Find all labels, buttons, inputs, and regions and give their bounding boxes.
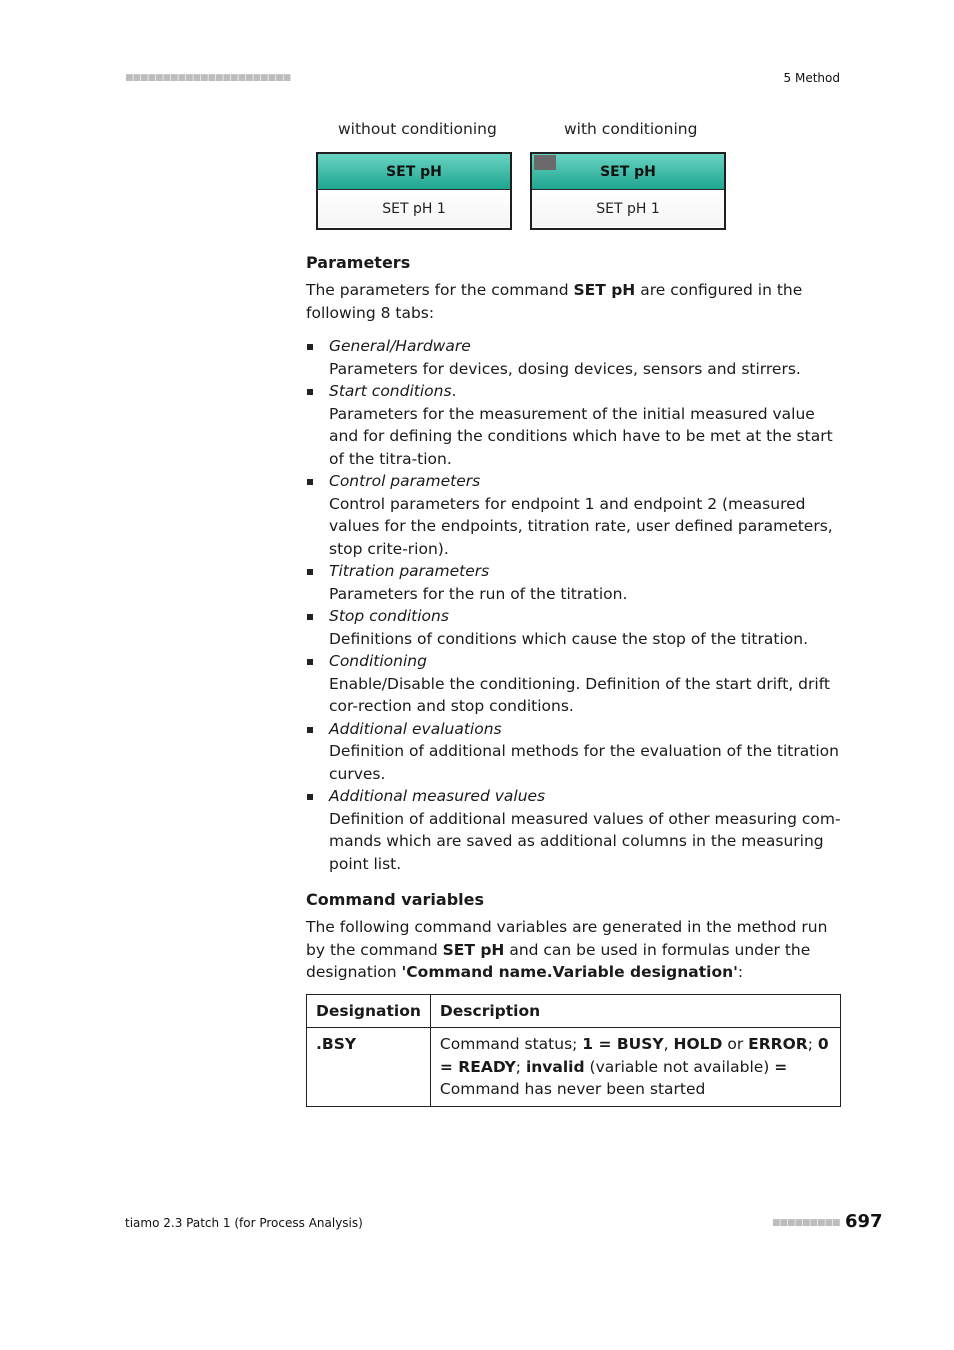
main-content	[306, 252, 842, 1107]
list-item: Additional evaluations Definition of additional methods for the evaluation of the titration curves.	[306, 718, 842, 786]
parameters-heading: Parameters	[306, 253, 411, 272]
header-section: 5 Method	[783, 71, 840, 85]
conditioning-indicator	[534, 155, 556, 170]
table-header-description: Description	[430, 994, 840, 1028]
command-box-with-conditioning	[530, 152, 726, 230]
command-box-title: SET pH	[532, 154, 724, 190]
command-box-title: SET pH	[318, 154, 510, 190]
table-header-row	[307, 994, 841, 1028]
command-variables-intro: The following command variables are generated in the method run by the command SET pH and can be used in formulas under the designation 'Command name.Variable designation':	[306, 918, 828, 981]
variables-table	[306, 994, 841, 1107]
list-item: General/Hardware Parameters for devices, dosing devices, sensors and stirrers.	[306, 335, 842, 380]
parameters-intro: The parameters for the command SET pH are configured in the following 8 tabs:	[306, 281, 803, 322]
list-item: Titration parameters Parameters for the run of the titration.	[306, 560, 842, 605]
table-header-designation: Designation	[307, 994, 431, 1028]
footer-dots: ■■■■■■■■■	[772, 1218, 840, 1228]
command-box-without-conditioning	[316, 152, 512, 230]
table-row	[307, 1028, 841, 1107]
page-number: 697	[845, 1211, 883, 1232]
list-item: Start conditions. Parameters for the measurement of the initial measured value and for defining the conditions which have to be met at the start of the titra-tion.	[306, 380, 842, 470]
cell-description: Command status; 1 = BUSY, HOLD or ERROR; 0 = READY; invalid (variable not available) = Command has never been started	[430, 1028, 840, 1107]
tab-list	[306, 335, 842, 875]
command-variables-heading: Command variables	[306, 890, 484, 909]
list-item: Stop conditions Definitions of conditions which cause the stop of the titration.	[306, 605, 842, 650]
cell-designation: .BSY	[307, 1028, 431, 1107]
list-item: Additional measured values Definition of additional measured values of other measuring com-mands which are saved as additional columns in the measuring point list.	[306, 785, 842, 875]
list-item: Conditioning Enable/Disable the conditioning. Definition of the start drift, drift cor-rection and stop conditions.	[306, 650, 842, 718]
figure-label-without: without conditioning	[338, 120, 497, 138]
header-dots: ■■■■■■■■■■■■■■■■■■■■■■	[125, 73, 291, 83]
figure-label-with: with conditioning	[564, 120, 698, 138]
footer-product: tiamo 2.3 Patch 1 (for Process Analysis)	[125, 1216, 363, 1230]
command-box-instance: SET pH 1	[318, 190, 510, 227]
command-box-instance: SET pH 1	[532, 190, 724, 227]
list-item: Control parameters Control parameters for endpoint 1 and endpoint 2 (measured values for the endpoints, titration rate, user defined parameters, stop crite-rion).	[306, 470, 842, 560]
